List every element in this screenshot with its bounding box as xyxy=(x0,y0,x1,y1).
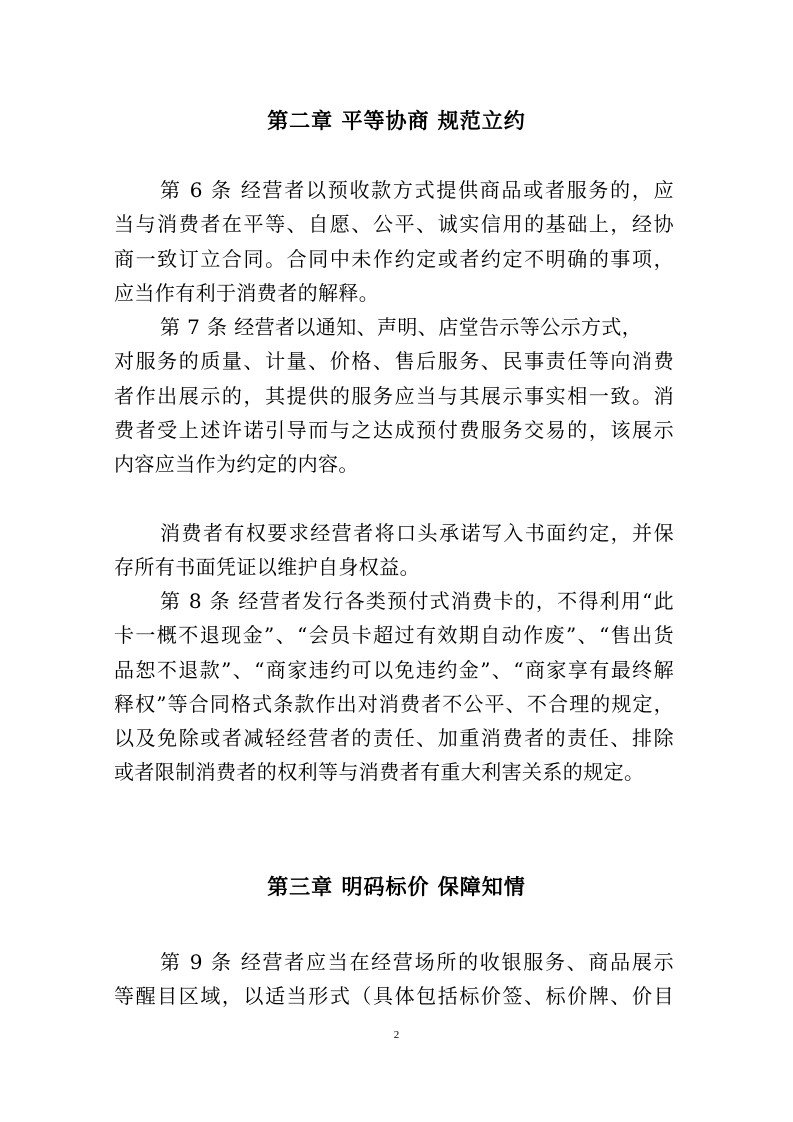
text-line: 应当作有利于消费者的解释。 xyxy=(114,280,380,305)
text-line: 者作出展示的，其提供的服务应当与其展示事实相一致。消 xyxy=(114,383,674,408)
article-8-paragraph xyxy=(114,584,674,790)
text-line: 当与消费者在平等、自愿、公平、诚实信用的基础上，经协 xyxy=(114,212,674,237)
text-line: 或者限制消费者的权利等与消费者有重大利害关系的规定。 xyxy=(114,760,645,785)
article-7-paragraph xyxy=(114,310,674,481)
text-line: 第 7 条 经营者以通知、声明、店堂告示等公示方式， xyxy=(160,315,643,339)
text-line: 消费者有权要求经营者将口头承诺写入书面约定，并保 xyxy=(160,521,674,545)
article-7-second-paragraph xyxy=(114,516,674,585)
text-line: 商一致订立合同。合同中未作约定或者约定不明确的事项， xyxy=(114,246,674,271)
text-line: 存所有书面凭证以维护自身权益。 xyxy=(114,555,420,580)
text-line: 第 8 条 经营者发行各类预付式消费卡的，不得利用“此 xyxy=(160,589,674,613)
article-9-paragraph xyxy=(114,945,674,1014)
article-6-paragraph xyxy=(114,173,674,310)
text-line: 对服务的质量、计量、价格、售后服务、民事责任等向消费 xyxy=(114,349,674,374)
chapter-2-title: 第二章 平等协商 规范立约 xyxy=(267,109,526,133)
text-line: 内容应当作为约定的内容。 xyxy=(114,452,359,477)
text-line: 释权”等合同格式条款作出对消费者不公平、不合理的规定， xyxy=(114,691,674,716)
page-number: 2 xyxy=(393,1029,400,1041)
text-line: 等醒目区域，以适当形式（具体包括标价签、标价牌、价目 xyxy=(114,984,674,1009)
text-line: 费者受上述许诺引导而与之达成预付费服务交易的，该展示 xyxy=(114,417,674,442)
text-line: 第 9 条 经营者应当在经营场所的收银服务、商品展示 xyxy=(160,950,674,974)
text-line: 以及免除或者减轻经营者的责任、加重消费者的责任、排除 xyxy=(114,726,674,751)
chapter-3-title: 第三章 明码标价 保障知情 xyxy=(267,875,526,899)
text-line: 品恕不退款”、“商家违约可以免违约金”、“商家享有最终解 xyxy=(114,657,674,682)
text-line: 第 6 条 经营者以预收款方式提供商品或者服务的，应 xyxy=(160,178,674,202)
text-line: 卡一概不退现金”、“会员卡超过有效期自动作废”、“售出货 xyxy=(114,623,674,648)
